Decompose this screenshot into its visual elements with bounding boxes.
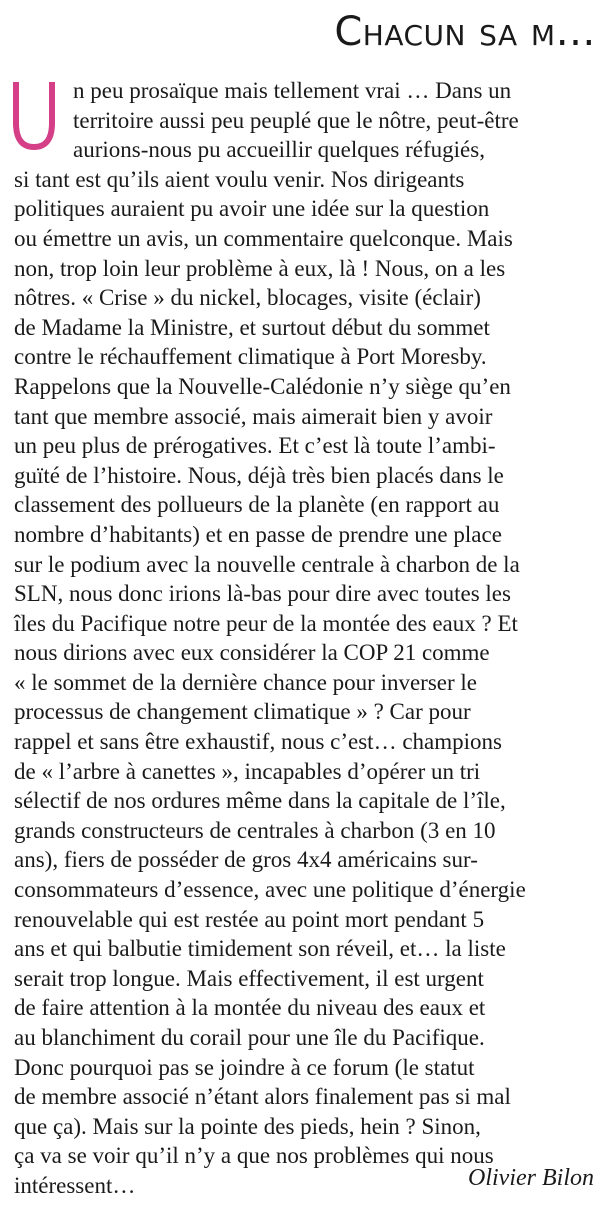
article-line: tant que membre associé, mais aimerait bien y avoir (14, 403, 493, 429)
article-line: de « l’arbre à canettes », incapables d’opérer un tri (14, 758, 481, 784)
article-line: Donc pourquoi pas se joindre à ce forum (le statut (14, 1054, 475, 1080)
article-line: processus de changement climatique » ? Car pour (14, 699, 471, 725)
article-line: au blanchiment du corail pour une île du Pacifique. (14, 1025, 485, 1050)
article-line: guïté de l’histoire. Nous, déjà très bien placés dans le (14, 462, 504, 488)
article-line: grands constructeurs de centrales à charbon (3 en 10 (14, 817, 496, 843)
article-line: classement des pollueurs de la planète (en rapport au (14, 492, 500, 518)
article-line: que ça). Mais sur la pointe des pieds, hein ? Sinon, (14, 1113, 481, 1139)
article-line: si tant est qu’ils aient voulu venir. Nos dirigeants (14, 166, 465, 192)
article-line: ça va se voir qu’il n’y a que nos problèmes qui nous (14, 1143, 494, 1169)
article-line: Rappelons que la Nouvelle-Calédonie n’y siège qu’en (14, 373, 511, 399)
article-line: serait trop longue. Mais effectivement, il est urgent (14, 965, 484, 991)
article-line: territoire aussi peu peuplé que le nôtre, peut-être (73, 107, 519, 133)
article-line: sur le podium avec la nouvelle centrale à charbon de la (14, 551, 520, 577)
article-body (14, 76, 600, 1201)
article-line: aurions-nous pu accueillir quelques réfugiés, (73, 137, 485, 163)
article-line: renouvelable qui est restée au point mort pendant 5 (14, 906, 485, 932)
article-line: consommateurs d’essence, avec une politique d’énergie (14, 877, 526, 903)
article-line: intéressent… (14, 1172, 136, 1198)
page-title: Chacun sa m… (334, 9, 596, 55)
article-line: ans), fiers de posséder de gros 4x4 américains sur- (14, 847, 478, 873)
article-line: politiques auraient pu avoir une idée sur la question (14, 196, 490, 222)
article-line: nombre d’habitants) et en passe de prendre une place (14, 521, 502, 547)
article-line: « le sommet de la dernière chance pour inverser le (14, 669, 477, 695)
article-line: contre le réchauffement climatique à Port Moresby. (14, 344, 487, 370)
article-line: nôtres. « Crise » du nickel, blocages, visite (éclair) (14, 285, 481, 311)
article-line: sélectif de nos ordures même dans la capitale de l’île, (14, 788, 506, 814)
article-line: n peu prosaïque mais tellement vrai … Dans un (73, 78, 512, 103)
article-line: nous dirions avec eux considérer la COP 21 comme (14, 640, 490, 666)
article-line: îles du Pacifique notre peur de la montée des eaux ? Et (14, 610, 518, 636)
article-line: un peu plus de prérogatives. Et c’est là toute l’ambi- (14, 433, 496, 459)
article-line: ou émettre un avis, un commentaire quelconque. Mais (14, 225, 513, 251)
author-signature: Olivier Bilon (468, 1165, 594, 1191)
article-line: SLN, nous donc irions là-bas pour dire avec toutes les (14, 581, 511, 607)
article-line: ans et qui balbutie timidement son réveil, et… la liste (14, 936, 506, 962)
article-line: de faire attention à la montée du niveau des eaux et (14, 995, 486, 1021)
article-line: de Madame la Ministre, et surtout début du sommet (14, 314, 490, 340)
article-line: de membre associé n’étant alors finalement pas si mal (14, 1084, 511, 1110)
article-line: rappel et sans être exhaustif, nous c’est… champions (14, 729, 502, 755)
article-line: non, trop loin leur problème à eux, là ! Nous, on a les (14, 255, 506, 281)
